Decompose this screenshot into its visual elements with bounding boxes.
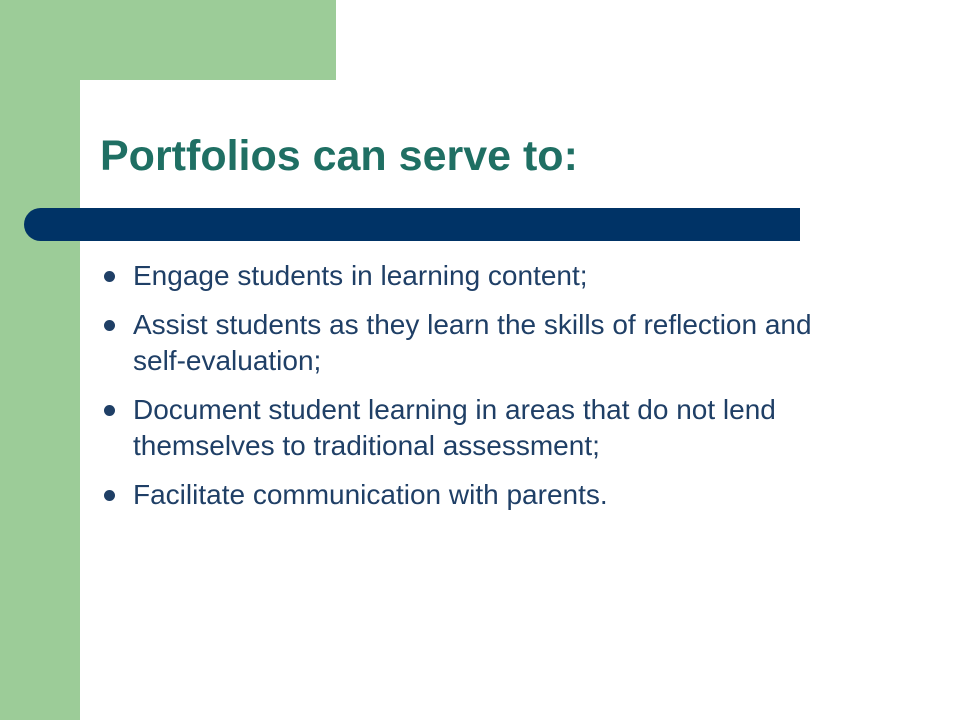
bullet-text: Assist students as they learn the skills of reflection and self-evaluation; [133, 309, 812, 376]
bullet-icon [104, 490, 115, 501]
list-item [104, 392, 864, 464]
left-accent-bar [0, 0, 80, 720]
slide-title: Portfolios can serve to: [100, 132, 578, 180]
title-divider [24, 208, 800, 241]
list-item [104, 307, 864, 379]
bullet-icon [104, 320, 115, 331]
top-accent-block [0, 0, 336, 80]
bullet-list [104, 258, 864, 526]
bullet-text: Document student learning in areas that do not lend themselves to traditional assessment; [133, 394, 776, 461]
bullet-icon [104, 271, 115, 282]
bullet-icon [104, 405, 115, 416]
list-item [104, 477, 864, 513]
bullet-text: Engage students in learning content; [133, 260, 588, 291]
bullet-text: Facilitate communication with parents. [133, 479, 608, 510]
list-item [104, 258, 864, 294]
